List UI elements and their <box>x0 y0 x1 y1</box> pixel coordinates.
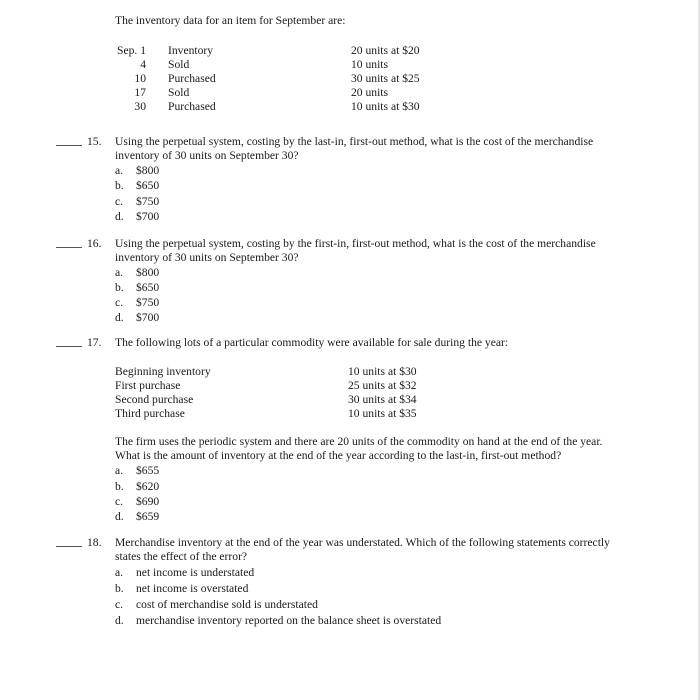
inventory-qty: 10 units <box>351 58 389 71</box>
inventory-desc: Purchased <box>168 72 216 85</box>
option-text: $659 <box>136 510 160 523</box>
option-letter: c. <box>115 296 124 309</box>
lot-qty: 10 units at $35 <box>348 407 417 420</box>
question-text: The following lots of a particular commodity were available for sale during the year: <box>115 336 509 349</box>
question-text: inventory of 30 units on September 30? <box>115 149 299 162</box>
question-text: What is the amount of inventory at the end of the year according to the last-in, first-out method? <box>115 449 562 462</box>
question-text: states the effect of the error? <box>115 550 248 563</box>
intro-text: The inventory data for an item for September are: <box>115 14 346 27</box>
inventory-day: Sep. 1 <box>117 44 146 57</box>
option-text: $700 <box>136 210 160 223</box>
option-letter: b. <box>115 281 124 294</box>
option-text: net income is overstated <box>136 582 249 595</box>
inventory-desc: Sold <box>168 58 190 71</box>
lot-label: First purchase <box>115 379 181 392</box>
question-text: The firm uses the periodic system and there are 20 units of the commodity on hand at the end of the year. <box>115 435 603 448</box>
option-text: cost of merchandise sold is understated <box>136 598 318 611</box>
option-text: $800 <box>136 164 160 177</box>
option-text: merchandise inventory reported on the balance sheet is overstated <box>136 614 442 627</box>
answer-blank-q18[interactable] <box>56 546 82 547</box>
question-number: 15. <box>87 135 102 148</box>
inventory-day: 4 <box>140 58 146 71</box>
lot-qty: 30 units at $34 <box>348 393 417 406</box>
lot-label: Second purchase <box>115 393 194 406</box>
option-letter: a. <box>115 566 124 579</box>
inventory-qty: 10 units at $30 <box>351 100 420 113</box>
inventory-qty: 20 units at $20 <box>351 44 420 57</box>
inventory-desc: Purchased <box>168 100 216 113</box>
option-letter: a. <box>115 164 124 177</box>
lot-label: Beginning inventory <box>115 365 211 378</box>
inventory-day: 17 <box>134 86 146 99</box>
option-letter: a. <box>115 266 124 279</box>
option-text: $750 <box>136 195 160 208</box>
option-text: net income is understated <box>136 566 255 579</box>
inventory-day: 10 <box>134 72 146 85</box>
inventory-qty: 20 units <box>351 86 389 99</box>
option-text: $750 <box>136 296 160 309</box>
option-letter: d. <box>115 510 124 523</box>
answer-blank-q15[interactable] <box>56 145 82 146</box>
option-text: $620 <box>136 480 160 493</box>
option-letter: b. <box>115 582 124 595</box>
question-number: 17. <box>87 336 102 349</box>
inventory-qty: 30 units at $25 <box>351 72 420 85</box>
option-text: $650 <box>136 179 160 192</box>
option-text: $700 <box>136 311 160 324</box>
option-letter: d. <box>115 210 124 223</box>
option-letter: a. <box>115 464 124 477</box>
answer-blank-q16[interactable] <box>56 247 82 248</box>
option-letter: c. <box>115 495 124 508</box>
lot-qty: 25 units at $32 <box>348 379 417 392</box>
option-text: $650 <box>136 281 160 294</box>
option-letter: c. <box>115 598 124 611</box>
option-letter: b. <box>115 480 124 493</box>
option-letter: b. <box>115 179 124 192</box>
answer-blank-q17[interactable] <box>56 346 82 347</box>
lot-label: Third purchase <box>115 407 185 420</box>
question-number: 16. <box>87 237 102 250</box>
question-text: Using the perpetual system, costing by the first-in, first-out method, what is the cost of the merchandise <box>115 237 596 250</box>
question-text: inventory of 30 units on September 30? <box>115 251 299 264</box>
question-text: Merchandise inventory at the end of the year was understated. Which of the following statements correctly <box>115 536 610 549</box>
option-letter: c. <box>115 195 124 208</box>
inventory-desc: Inventory <box>168 44 214 57</box>
question-number: 18. <box>87 536 102 549</box>
option-text: $690 <box>136 495 160 508</box>
inventory-day: 30 <box>134 100 146 113</box>
option-text: $800 <box>136 266 160 279</box>
option-text: $655 <box>136 464 160 477</box>
option-letter: d. <box>115 614 124 627</box>
option-letter: d. <box>115 311 124 324</box>
question-text: Using the perpetual system, costing by the last-in, first-out method, what is the cost of the merchandise <box>115 135 594 148</box>
lot-qty: 10 units at $30 <box>348 365 417 378</box>
inventory-desc: Sold <box>168 86 190 99</box>
